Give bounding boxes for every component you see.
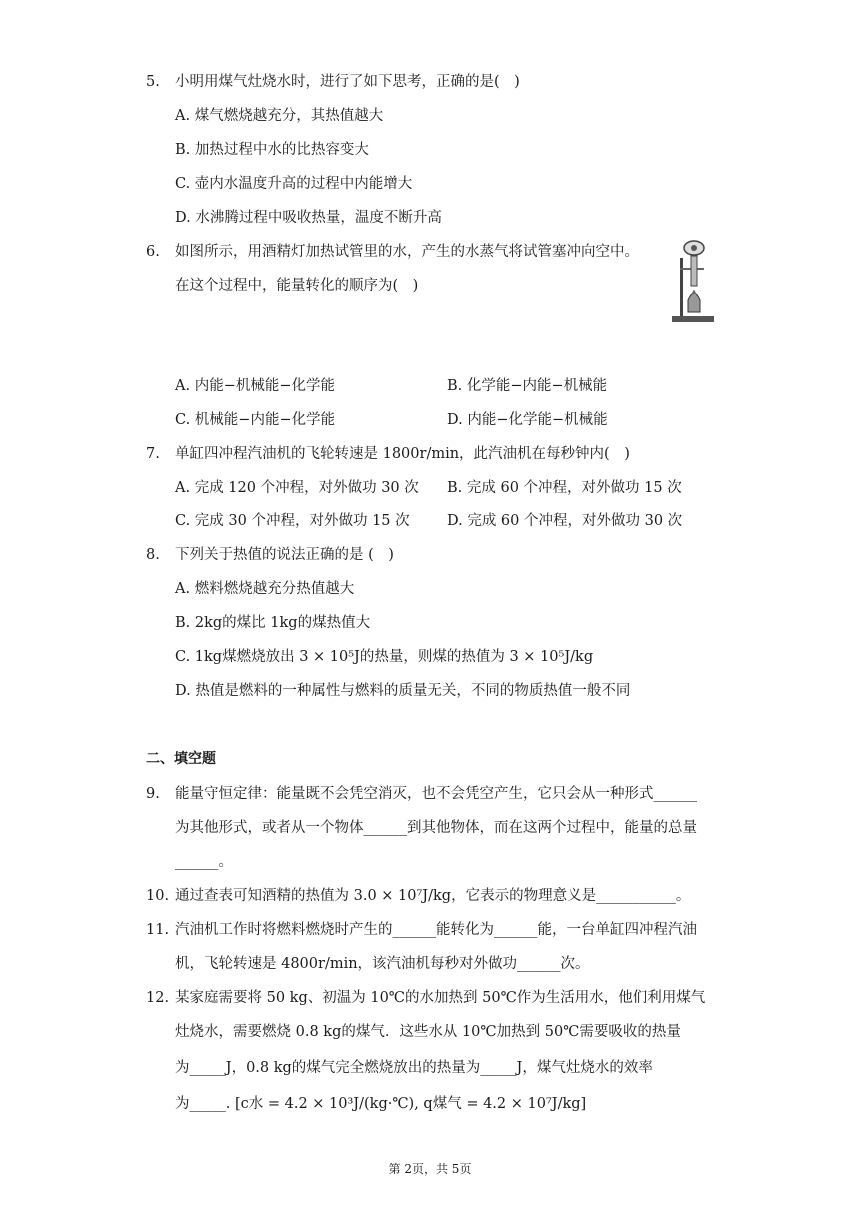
section-heading: 二、填空题 [146, 751, 216, 767]
question-number: 6. [146, 244, 160, 260]
question-text: 为其他形式，或者从一个物体______到其他物体，而在这两个过程中，能量的总量 [175, 820, 697, 836]
question-stem: 如图所示，用酒精灯加热试管里的水，产生的水蒸气将试管塞冲向空中。 [175, 244, 639, 260]
question-text: ______。 [175, 854, 233, 870]
question-text: 灶烧水，需要燃烧 0.8 kg的煤气．这些水从 10℃加热到 50℃需要吸收的热量 [175, 1024, 681, 1040]
question-stem: 小明用煤气灶烧水时，进行了如下思考，正确的是( ) [175, 74, 520, 90]
option-b: B. 化学能−内能−机械能 [447, 378, 608, 394]
question-number: 8. [146, 547, 160, 563]
question-stem: 在这个过程中，能量转化的顺序为( ) [175, 278, 419, 294]
test-tube-apparatus-figure [670, 238, 716, 324]
question-number: 5. [146, 74, 160, 90]
option-a: A. 完成 120 个冲程，对外做功 30 次 [175, 480, 419, 496]
option-b: B. 2kg的煤比 1kg的煤热值大 [175, 615, 371, 631]
question-text: 为_____J，0.8 kg的煤气完全燃烧放出的热量为_____J，煤气灶烧水的效率 [175, 1060, 653, 1076]
option-c: C. 完成 30 个冲程，对外做功 15 次 [175, 513, 410, 529]
option-d: D. 内能−化学能−机械能 [447, 412, 608, 428]
option-d: D. 热值是燃料的一种属性与燃料的质量无关，不同的物质热值一般不同 [175, 683, 631, 699]
question-number: 7. [146, 446, 160, 462]
option-c: C. 壶内水温度升高的过程中内能增大 [175, 176, 413, 192]
question-text: 通过查表可知酒精的热值为 3.0 × 10⁷J/kg，它表示的物理意义是___________。 [175, 888, 691, 904]
option-b: B. 加热过程中水的比热容变大 [175, 142, 369, 158]
option-d: D. 完成 60 个冲程，对外做功 30 次 [447, 513, 683, 529]
page-footer: 第 2页，共 5页 [388, 1162, 472, 1176]
question-number: 9. [146, 786, 160, 802]
option-a: A. 燃料燃烧越充分热值越大 [175, 581, 355, 597]
option-a: A. 煤气燃烧越充分，其热值越大 [175, 108, 384, 124]
option-c: C. 1kg煤燃烧放出 3 × 10⁵J的热量，则煤的热值为 3 × 10⁵J/kg [175, 649, 594, 665]
question-stem: 单缸四冲程汽油机的飞轮转速是 1800r/min，此汽油机在每秒钟内( ) [175, 446, 630, 462]
question-number: 12. [146, 990, 170, 1006]
question-text: 机，飞轮转速是 4800r/min，该汽油机每秒对外做功______次。 [175, 956, 590, 972]
question-text: 某家庭需要将 50 kg、初温为 10℃的水加热到 50℃作为生活用水，他们利用煤气 [175, 990, 706, 1006]
question-text: 能量守恒定律：能量既不会凭空消灭，也不会凭空产生，它只会从一种形式______ [175, 786, 697, 802]
option-d: D. 水沸腾过程中吸收热量，温度不断升高 [175, 210, 442, 226]
option-a: A. 内能−机械能−化学能 [175, 378, 335, 394]
question-text: 为_____. [c水 = 4.2 × 10³J/(kg·℃), q煤气 = 4.2 × 10⁷J/kg] [175, 1096, 587, 1112]
question-stem: 下列关于热值的说法正确的是 ( ) [175, 547, 394, 563]
option-b: B. 完成 60 个冲程，对外做功 15 次 [447, 480, 682, 496]
question-number: 10. [146, 888, 170, 904]
option-c: C. 机械能−内能−化学能 [175, 412, 336, 428]
question-number: 11. [146, 922, 170, 938]
question-text: 汽油机工作时将燃料燃烧时产生的______能转化为______能，一台单缸四冲程汽油 [175, 922, 697, 938]
